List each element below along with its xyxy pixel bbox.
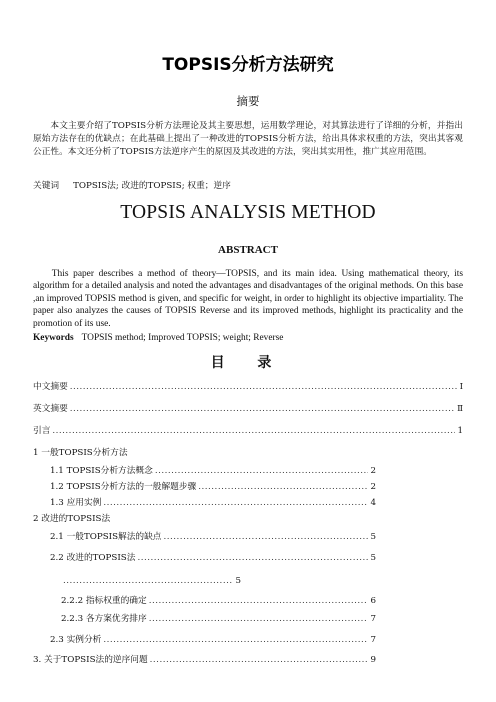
english-title: TOPSIS ANALYSIS METHOD	[120, 202, 376, 223]
toc-entry-cn-abstract[interactable]	[33, 380, 463, 392]
toc-entry-label: 2.2.2 指标权重的确定	[61, 596, 147, 606]
abstract-en-text: This paper describes a method of theory—TOPSIS, and its main idea. Using mathematical theory, its algorithm for a detailed analysis and noted the advantages and disadvantages of the original methods. On this base ,an improved TOPSIS method is given, and specific for weight, in order to highlight its objective impartiality. The paper also analyzes the causes of TOPSIS Reverse and its improved methods, highlight its practicality and the promotion of its use.	[33, 269, 463, 329]
toc-heading: 目 录	[210, 355, 286, 371]
toc-leader	[149, 596, 369, 606]
toc-entry-1-3[interactable]	[50, 496, 376, 508]
toc-entry-page: 2	[370, 482, 376, 492]
toc-leader	[63, 576, 233, 586]
toc-leader	[150, 655, 369, 665]
abstract-en-heading: ABSTRACT	[218, 244, 278, 256]
toc-entry-2-3[interactable]	[50, 633, 376, 645]
toc-entry-label: 1.3 应用实例	[50, 498, 102, 508]
toc-entry-page: 7	[370, 635, 376, 645]
toc-leader	[52, 426, 455, 436]
toc-entry-introduction[interactable]	[33, 424, 463, 436]
toc-entry-2-2[interactable]	[50, 551, 376, 563]
toc-leader	[198, 482, 368, 492]
toc-chapter-1[interactable]: 1 一般TOPSIS分析方法	[33, 448, 128, 458]
keywords-en-values: TOPSIS method; Improved TOPSIS; weight; Reverse	[81, 333, 284, 343]
toc-entry-3[interactable]	[33, 653, 376, 665]
toc-entry-page: 2	[370, 466, 376, 476]
toc-entry-page: Ⅰ	[459, 382, 463, 392]
toc-entry-2-2-2[interactable]	[61, 594, 376, 606]
toc-entry-label: 引言	[33, 426, 51, 436]
toc-entry-page: 5	[370, 532, 376, 542]
keywords-en-label: Keywords	[33, 333, 74, 343]
toc-entry-label: 3. 关于TOPSIS法的逆序问题	[33, 655, 148, 665]
toc-leader	[70, 404, 455, 414]
keywords-cn-label: 关键词	[33, 181, 60, 191]
toc-entry-label: 2.1 一般TOPSIS解法的缺点	[50, 532, 162, 542]
toc-entry-label: 2.2 改进的TOPSIS法	[50, 553, 136, 563]
toc-entry-page: 5	[235, 576, 241, 586]
toc-entry-label: 中文摘要	[33, 382, 68, 392]
toc-entry-2-2-3[interactable]	[61, 612, 376, 624]
toc-entry-page: 4	[370, 498, 376, 508]
keywords-cn	[33, 179, 231, 191]
toc-leader	[103, 498, 368, 508]
abstract-cn-heading: 摘要	[236, 94, 260, 108]
toc-entry-page: 7	[370, 614, 376, 624]
toc-chapter-2[interactable]: 2 改进的TOPSIS法	[33, 514, 111, 524]
abstract-cn-text: 本文主要介绍了TOPSIS分析方法理论及其主要思想，运用数学理论，对其算法进行了详细的分析，并指出原始方法存在的优缺点；在此基础上提出了一种改进的TOPSIS分析方法，给出具体求权重的方法，突出其客观公正性。本文还分析了TOPSIS方法逆序产生的原因及其改进的方法，突出其实用性，推广其应用范围。	[33, 121, 463, 157]
toc-entry-label: 2.2.3 各方案优劣排序	[61, 614, 147, 624]
toc-entry-label: 2.3 实例分析	[50, 635, 102, 645]
toc-entry-label: 英文摘要	[33, 404, 68, 414]
keywords-en	[33, 333, 283, 343]
toc-entry-page: 1	[457, 426, 463, 436]
toc-entry-label: 1.2 TOPSIS分析方法的一般解题步骤	[50, 482, 197, 492]
toc-entry-page: 6	[370, 596, 376, 606]
toc-entry-1-2[interactable]	[50, 480, 376, 492]
toc-entry-2-1[interactable]	[50, 530, 376, 542]
toc-entry-page: 5	[370, 553, 376, 563]
toc-leader	[70, 382, 458, 392]
toc-leader	[149, 614, 369, 624]
page-title: TOPSIS分析方法研究	[162, 55, 334, 75]
toc-entry-page: Ⅱ	[457, 404, 463, 414]
toc-entry-2-2-1[interactable]	[61, 576, 241, 586]
toc-leader	[137, 553, 368, 563]
toc-leader	[164, 532, 369, 542]
toc-entry-1-1[interactable]	[50, 464, 376, 476]
toc-entry-label: 1.1 TOPSIS分析方法概念	[50, 466, 153, 476]
toc-leader	[155, 466, 369, 476]
toc-entry-en-abstract[interactable]	[33, 402, 463, 414]
keywords-cn-values: TOPSIS法; 改进的TOPSIS; 权重；逆序	[73, 181, 231, 191]
toc-leader	[103, 635, 368, 645]
toc-entry-page: 9	[370, 655, 376, 665]
